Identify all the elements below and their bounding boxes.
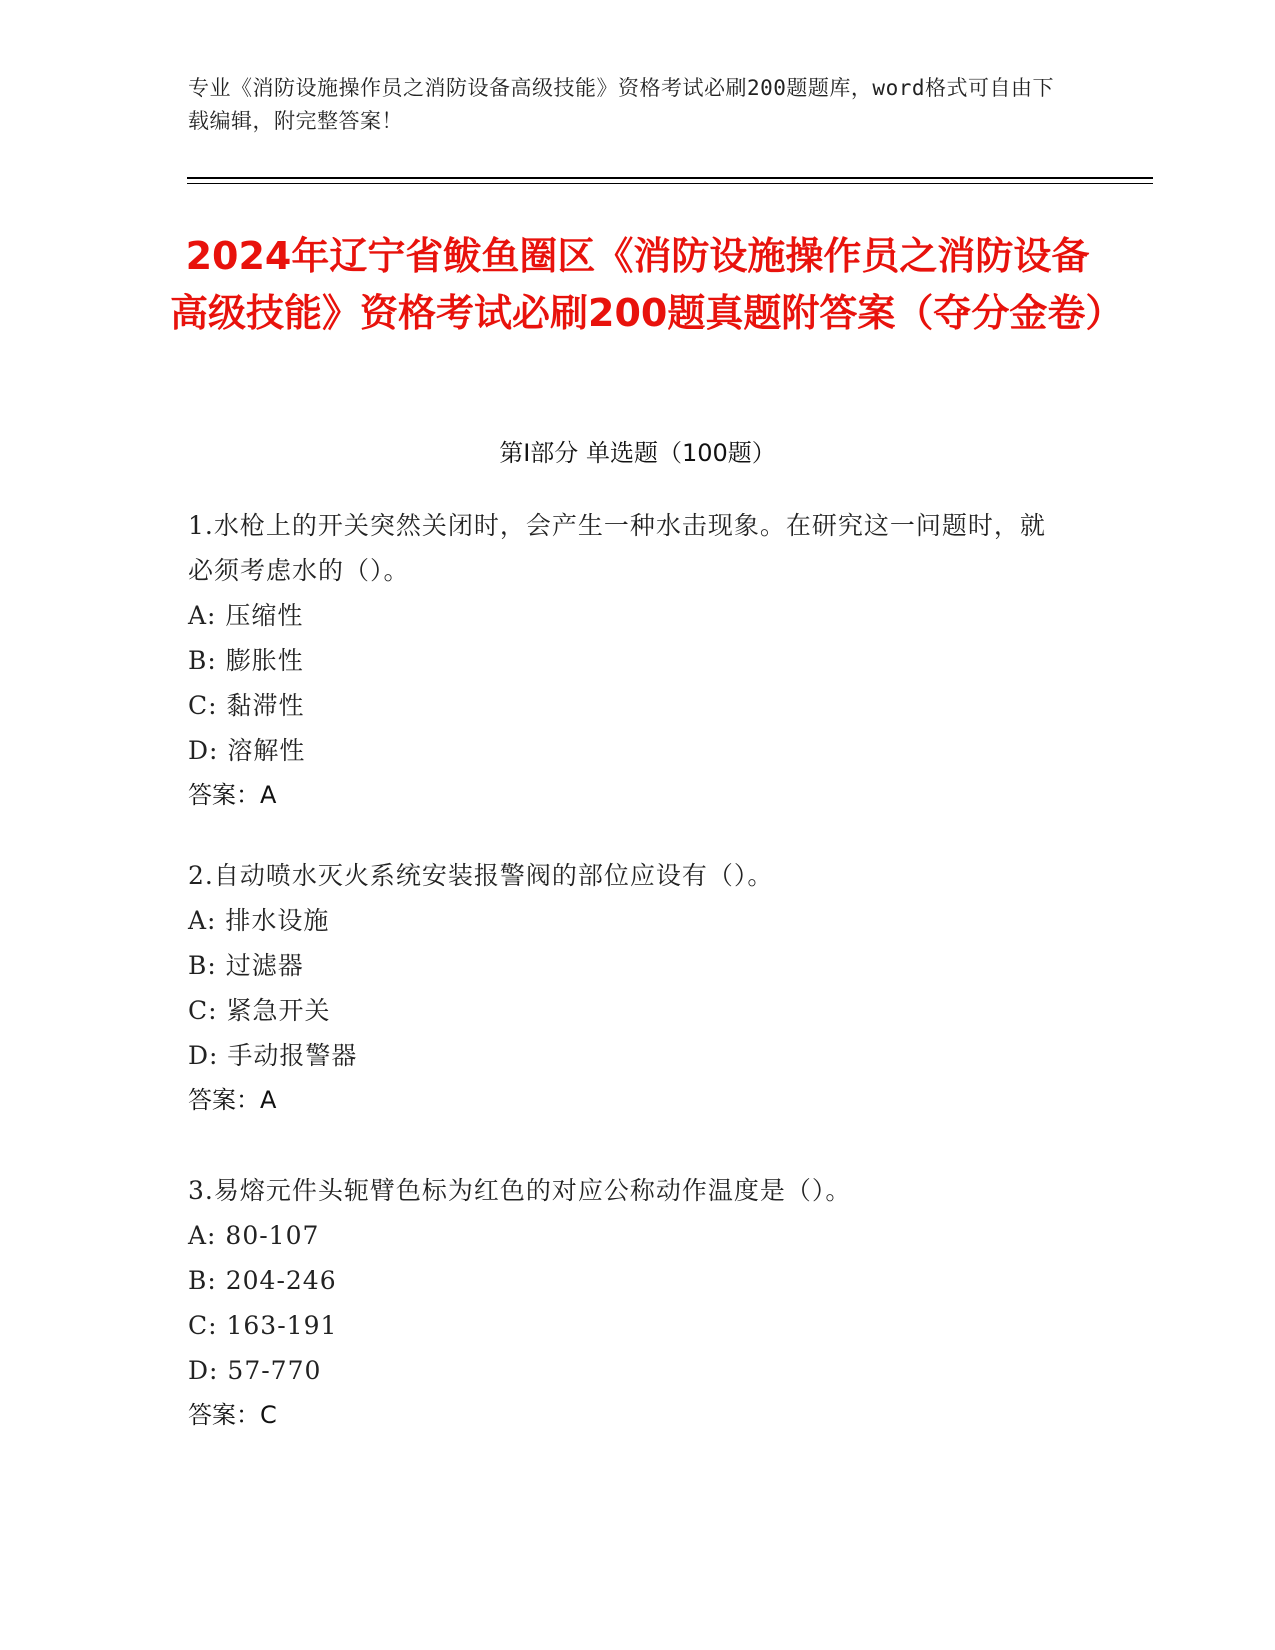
question-stem: 3.易熔元件头轭臂色标为红色的对应公称动作温度是（）。 <box>188 1176 852 1205</box>
option-c: C: 163-191 <box>188 1311 338 1340</box>
option-a: A: 排水设施 <box>188 906 330 935</box>
answer: 答案：A <box>188 1086 277 1114</box>
section-heading: 第I部分 单选题（100题） <box>499 439 776 467</box>
header-divider-thick <box>187 177 1153 179</box>
option-a: A: 80-107 <box>188 1221 320 1250</box>
document-title: 2024年辽宁省鲅鱼圈区《消防设施操作员之消防设备高级技能》资格考试必刷200题真题附答案（夺分金卷） <box>170 234 1124 335</box>
option-a: A: 压缩性 <box>188 601 304 630</box>
header-divider-thin <box>187 183 1153 184</box>
option-b: B: 过滤器 <box>188 951 304 980</box>
option-b: B: 膨胀性 <box>188 646 304 675</box>
question-2 <box>188 853 1068 1123</box>
question-3 <box>188 1168 1068 1438</box>
option-d: D: 57-770 <box>188 1356 322 1385</box>
option-d: D: 手动报警器 <box>188 1041 358 1070</box>
question-stem: 1.水枪上的开关突然关闭时，会产生一种水击现象。在研究这一问题时，就必须考虑水的（）。 <box>188 511 1046 585</box>
header-note: 专业《消防设施操作员之消防设备高级技能》资格考试必刷200题题库，word格式可自由下载编辑，附完整答案！ <box>188 76 1054 133</box>
question-stem: 2.自动喷水灭火系统安装报警阀的部位应设有（）。 <box>188 861 774 890</box>
option-b: B: 204-246 <box>188 1266 337 1295</box>
option-c: C: 黏滞性 <box>188 691 305 720</box>
question-1 <box>188 503 1068 818</box>
option-d: D: 溶解性 <box>188 736 306 765</box>
option-c: C: 紧急开关 <box>188 996 331 1025</box>
answer: 答案：C <box>188 1401 277 1429</box>
answer: 答案：A <box>188 781 277 809</box>
